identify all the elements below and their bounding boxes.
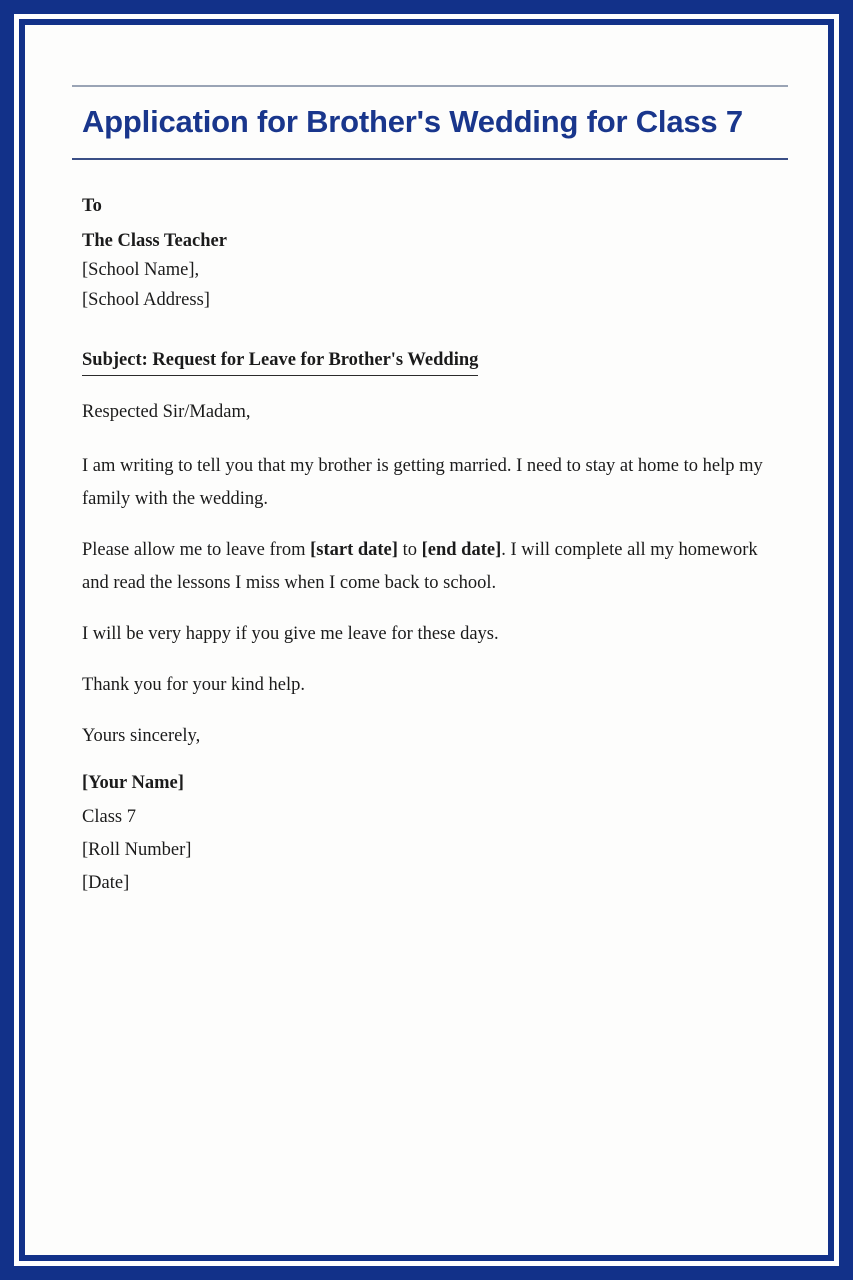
leave-request-text-part-2: to xyxy=(397,539,422,560)
page-title: Application for Brother's Wedding for Class 7 xyxy=(82,104,743,139)
spacer xyxy=(82,318,788,348)
recipient-to-label: To xyxy=(82,195,102,216)
end-date-placeholder: [end date] xyxy=(421,539,502,560)
spacer xyxy=(82,516,788,534)
document-body xyxy=(72,85,788,904)
spacer xyxy=(82,600,788,618)
start-date-placeholder: [start date] xyxy=(310,539,398,560)
subject-line: Subject: Request for Leave for Brother's Wedding xyxy=(82,348,478,376)
subject-line-wrap xyxy=(82,348,788,376)
spacer xyxy=(82,426,788,450)
border-inner-blue-line xyxy=(19,19,834,1261)
spacer xyxy=(82,651,788,669)
paragraph-intro: I am writing to tell you that my brother is getting married. I need to stay at home to help my family with the wedding. xyxy=(82,456,763,509)
spacer xyxy=(82,752,788,770)
signature-block xyxy=(82,770,788,896)
border-white-gap xyxy=(14,14,839,1266)
signature-class: Class 7 xyxy=(82,806,136,827)
recipient-addressee: The Class Teacher xyxy=(82,230,227,251)
signature-roll-number: [Roll Number] xyxy=(82,840,192,860)
recipient-school-address: [School Address] xyxy=(82,290,210,311)
leave-request-text-part-3: . I will complete all my homework and read the lessons I miss when I come back to school. xyxy=(82,539,758,593)
leave-request-text-part-1: Please allow me to leave from xyxy=(82,539,311,560)
spacer xyxy=(82,376,788,400)
signature-date: [Date] xyxy=(82,873,130,894)
paragraph-leave-dates xyxy=(82,534,782,600)
recipient-block xyxy=(82,194,788,315)
paragraph-thanks: Thank you for your kind help. xyxy=(82,674,305,695)
valediction: Yours sincerely, xyxy=(82,725,201,746)
salutation: Respected Sir/Madam, xyxy=(82,402,251,423)
signature-name: [Your Name] xyxy=(82,773,184,794)
paragraph-gratitude: I will be very happy if you give me leave for these days. xyxy=(82,623,499,644)
spacer xyxy=(82,702,788,720)
recipient-school-name: [School Name], xyxy=(82,260,200,281)
document-page xyxy=(25,25,828,1255)
letter-content xyxy=(72,160,788,897)
